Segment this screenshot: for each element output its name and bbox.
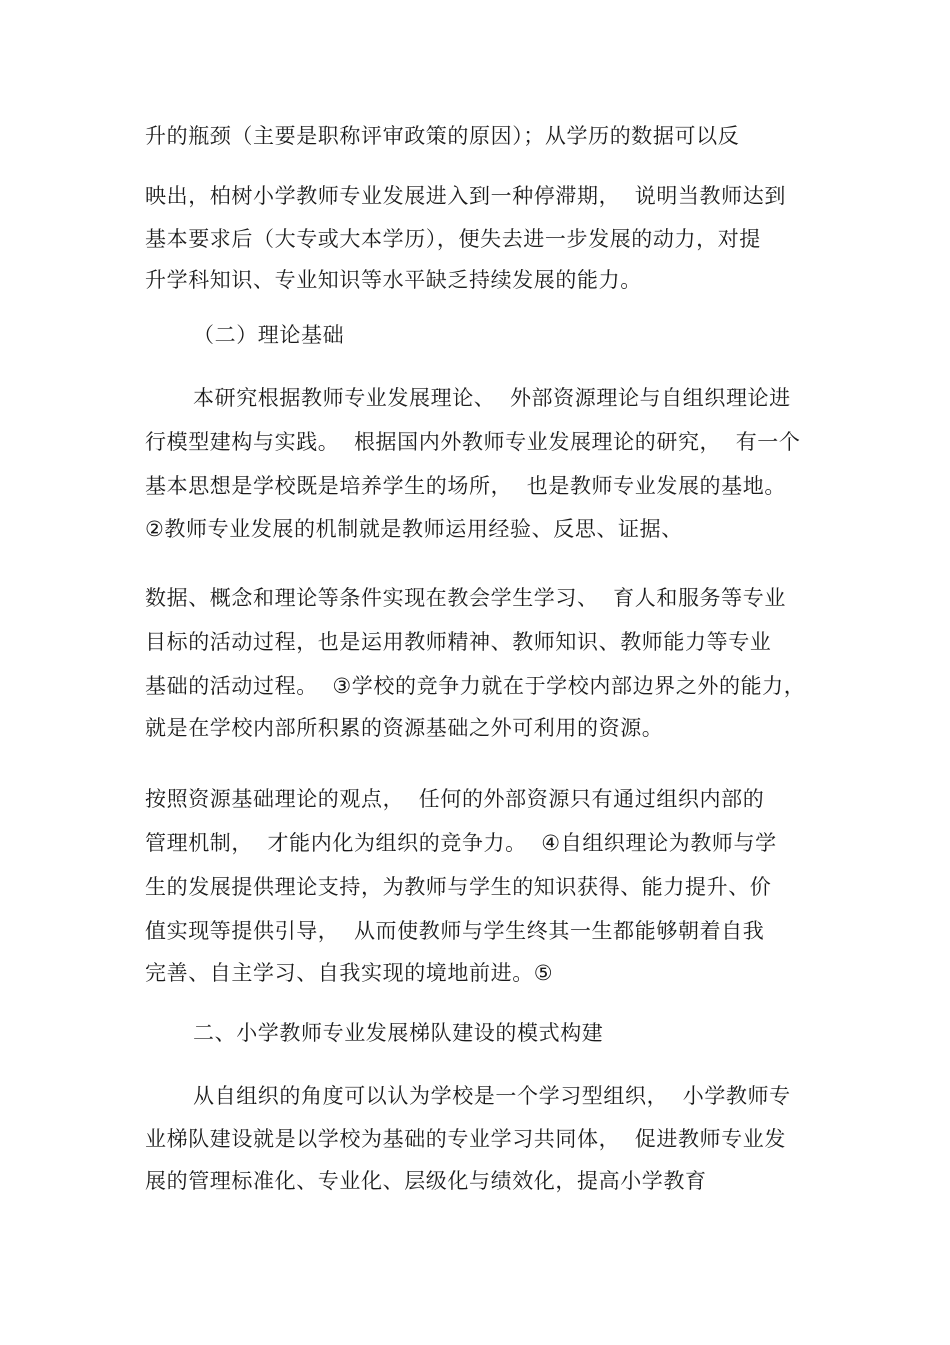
text-line: 目标的活动过程，也是运用教师精神、教师知识、教师能力等专业 [145, 630, 772, 654]
text-line: 升学科知识、专业知识等水平缺乏持续发展的能力。 [145, 268, 642, 292]
text-line: 就是在学校内部所积累的资源基础之外可利用的资源。 [145, 716, 664, 740]
text-line: 映出，柏树小学教师专业发展进入到一种停滞期， 说明当教师达到 [145, 184, 786, 208]
text-line: 值实现等提供引导， 从而使教师与学生终其一生都能够朝着自我 [145, 919, 765, 943]
text-line: 本研究根据教师专业发展理论、 外部资源理论与自组织理论进 [193, 386, 791, 410]
text-line: 基础的活动过程。 ③学校的竞争力就在于学校内部边界之外的能力， [145, 674, 806, 698]
text-line: 展的管理标准化、专业化、层级化与绩效化，提高小学教育 [145, 1169, 707, 1193]
text-line: 管理机制， 才能内化为组织的竞争力。 ④自组织理论为教师与学 [145, 831, 777, 855]
text-line: 基本思想是学校既是培养学生的场所， 也是教师专业发展的基地。 [145, 474, 786, 498]
text-line: 完善、自主学习、自我实现的境地前进。⑤ [145, 961, 554, 985]
text-line: 生的发展提供理论支持，为教师与学生的知识获得、能力提升、价 [145, 875, 772, 899]
text-line: 从自组织的角度可以认为学校是一个学习型组织， 小学教师专 [193, 1084, 791, 1108]
text-line: 业梯队建设就是以学校为基础的专业学习共同体， 促进教师专业发 [145, 1127, 786, 1151]
text-line: 行模型建构与实践。 根据国内外教师专业发展理论的研究， 有一个 [145, 430, 801, 454]
section-heading: （二）理论基础 [193, 323, 345, 347]
section-heading: 二、小学教师专业发展梯队建设的模式构建 [193, 1021, 604, 1045]
text-line: 升的瓶颈（主要是职称评审政策的原因）；从学历的数据可以反 [145, 124, 740, 148]
text-line: 数据、概念和理论等条件实现在教会学生学习、 育人和服务等专业 [145, 586, 786, 610]
text-line: ②教师专业发展的机制就是教师运用经验、反思、证据、 [145, 517, 683, 541]
text-line: 基本要求后（大专或大本学历），便失去进一步发展的动力，对提 [145, 227, 761, 251]
text-line: 按照资源基础理论的观点， 任何的外部资源只有通过组织内部的 [145, 787, 765, 811]
